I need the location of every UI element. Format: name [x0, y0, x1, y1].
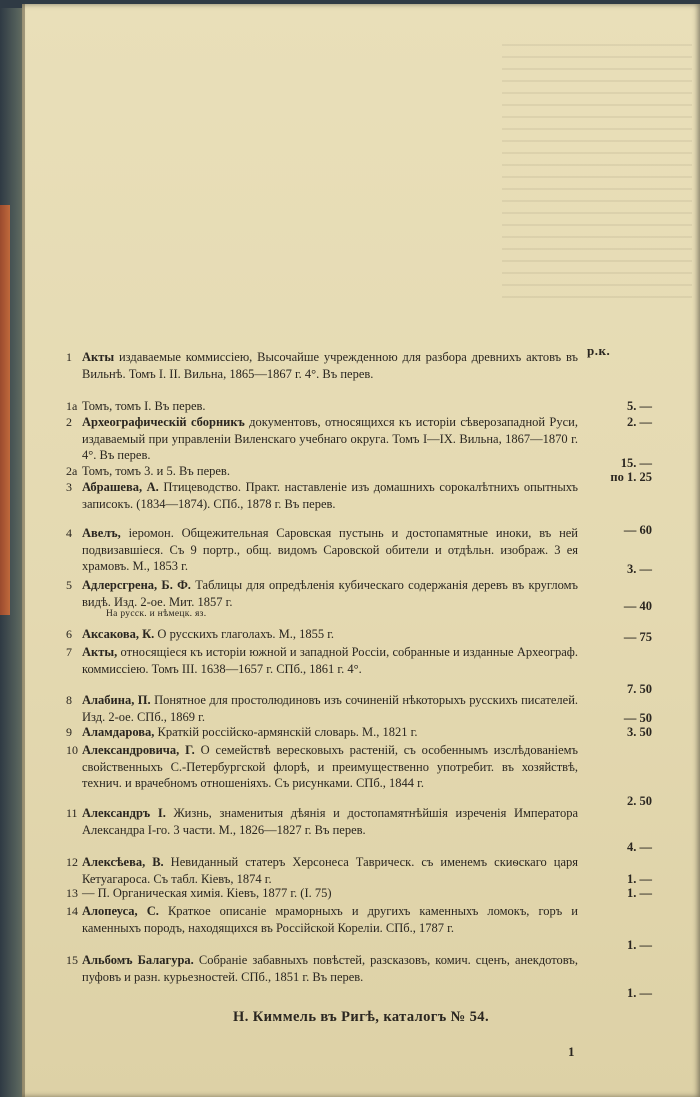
- entry-price: 5. —: [627, 399, 652, 413]
- entry-text: [82, 644, 578, 677]
- currency-header: р.к.: [587, 343, 611, 358]
- entry-number: 12: [66, 855, 78, 869]
- entry-number: 11: [66, 806, 78, 820]
- entry-author: Алексѣева, В.: [82, 855, 164, 869]
- entry-number: 2a: [66, 464, 78, 478]
- entry-price: 2. —: [627, 415, 652, 429]
- entry-number: 15: [66, 953, 78, 967]
- entry-price: 3. —: [627, 562, 652, 576]
- entry-description: относящiеся къ исторiи южной и западной Россiи, собранные и изданные Археограф. коммиссiею. Томъ III. 1638—1657 г. СПб., 1861 г. 4°.: [82, 645, 578, 676]
- entry-price: 1. —: [627, 872, 652, 886]
- entry-description: Невиданный статеръ Херсонеса Таврическ. съ именемъ скиѳскаго царя Кетуагароса. Съ табл. Кiевъ, 1874 г.: [82, 855, 578, 886]
- entry-author: Александръ I.: [82, 806, 166, 820]
- entry-number: 1a: [66, 399, 78, 413]
- entry-description: Томъ, томъ I. Въ перев.: [82, 399, 206, 413]
- entry-description: Птицеводство. Практ. наставленiе изъ домашнихъ сорокалѣтнихъ опытныхъ записокъ. (1834—1874). СПб., 1878 г. Въ перев.: [82, 480, 578, 511]
- entry-text: [82, 692, 578, 725]
- entry-text: [82, 398, 578, 415]
- entry-number: 9: [66, 725, 72, 739]
- entry-price: — 50: [623, 711, 652, 725]
- entry-description: Понятное для простолюдиновъ изъ сочиненiй нѣкоторыхъ русскихъ писателей. Изд. 2-ое. СПб., 1869 г.: [82, 693, 579, 724]
- entry-description: Краткое описанiе мраморныхъ и другихъ каменныхъ ломокъ, горъ и каменныхъ породъ, находящихся въ Россiйской Корелiи. СПб., 1787 г.: [82, 904, 578, 935]
- entry-number: 3: [66, 480, 72, 494]
- entry-number: 4: [66, 526, 72, 540]
- entry-author: Акты,: [82, 645, 118, 659]
- backdrop-cover-edge: [0, 205, 10, 615]
- entry-text: [82, 724, 578, 741]
- entry-description: iеромон. Общежительная Саровская пустынь и достопамятные иноки, въ ней подвизавшiеся. Съ 9 портр., общ. видомъ Саровской обители и отдѣльн. изображ. 3 ея храмовъ. М., 1853 г.: [82, 526, 578, 573]
- entry-author: Акты: [82, 350, 115, 364]
- entry-price: 15. —: [620, 456, 652, 470]
- entry-price: — 60: [623, 523, 652, 537]
- entry-author: Авелъ,: [82, 526, 121, 540]
- entry-text: [82, 952, 578, 985]
- entry-number: 5: [66, 578, 72, 592]
- entry-price: — 40: [623, 599, 652, 613]
- entry-price: — 75: [623, 630, 652, 644]
- entry-author: Аксакова, К.: [82, 627, 155, 641]
- entry-number: 8: [66, 693, 72, 707]
- entry-number: 13: [66, 886, 78, 900]
- entry-price: 4. —: [627, 840, 652, 854]
- entry-description: Томъ, томъ 3. и 5. Въ перев.: [82, 464, 230, 478]
- entry-text: [82, 626, 578, 643]
- entry-text: [82, 525, 578, 575]
- entry-price: 3. 50: [627, 725, 652, 739]
- entry-number: 7: [66, 645, 72, 659]
- entry-price: 1. —: [627, 886, 652, 900]
- entry-text: [82, 349, 578, 382]
- entry-author: Алабина, П.: [82, 693, 151, 707]
- entry-description: О семействѣ вересковыхъ растенiй, съ особеннымъ изслѣдованiемъ свойственныхъ С.-Петербургской флорѣ, и преимущественно употребит. въ хозяйствѣ, технич. и врачебномъ отношенiяхъ. Съ рисунками. СПб., 1844 г.: [82, 743, 578, 790]
- entry-price: 7. 50: [627, 682, 652, 696]
- entry-description: Собранiе забавныхъ повѣстей, разсказовъ, комич. сценъ, анекдотовъ, пуфовъ и разн. курьезностей. СПб., 1851 г. Въ перев.: [82, 953, 578, 984]
- entry-text: [82, 463, 578, 480]
- entry-author: Адлерсгрена, Б. Ф.: [82, 578, 191, 592]
- entry-number: 10: [66, 743, 78, 757]
- entry-description: Жизнь, знаменитыя дѣянiя и достопамятнѣйшiя изреченiя Императора Александра I-го. 3 части. М., 1826—1827 г. Въ перев.: [82, 806, 578, 837]
- entry-author: Александровича, Г.: [82, 743, 195, 757]
- catalog-listing: [22, 4, 700, 1004]
- entry-number: 6: [66, 627, 72, 641]
- entry-price: 1. —: [627, 938, 652, 952]
- entry-text: [82, 805, 578, 838]
- entry-author: Археографическiй сборникъ: [82, 415, 245, 429]
- entry-price: по 1. 25: [610, 470, 652, 484]
- entry-author: Абрашева, А.: [82, 480, 159, 494]
- entry-description: Краткiй россiйско-армянскiй словарь. М., 1821 г.: [154, 725, 418, 739]
- entry-description: О русскихъ глаголахъ. М., 1855 г.: [154, 627, 335, 641]
- entry-text: [82, 885, 578, 902]
- entry-text: [82, 742, 578, 792]
- entry-author: Алопеуса, С.: [82, 904, 159, 918]
- entry-description: — П. Органическая химiя. Кiевъ, 1877 г. (I. 75): [82, 886, 332, 900]
- entry-description: издаваемые коммиссiею, Высочайше учрежденною для разбора древнихъ актовъ въ Вильнѣ. Томъ I. II. Вильна, 1865—1867 г. 4°. Въ перев.: [82, 350, 578, 381]
- entry-price: 2. 50: [627, 794, 652, 808]
- catalog-footer: Н. Киммель въ Ригѣ, каталогъ № 54.: [233, 1009, 489, 1025]
- entry-description: Таблицы для опредѣленiя кубическаго содержанiя деревъ въ кругломъ видѣ. Изд. 2-ое. Мит. 1857 г.: [82, 578, 578, 609]
- entry-price: 1. —: [627, 986, 652, 1000]
- page-number: 1: [568, 1044, 575, 1059]
- page-shadow-edge: [22, 4, 25, 1097]
- entry-text: [82, 577, 578, 610]
- entry-subnote: На русск. и нѣмецк. яз.: [106, 609, 207, 619]
- catalog-page: [22, 4, 700, 1097]
- entry-text: [82, 479, 578, 512]
- entry-number: 1: [66, 350, 72, 364]
- entry-author: Аламдарова,: [82, 725, 155, 739]
- entry-text: [82, 414, 578, 464]
- entry-text: [82, 903, 578, 936]
- entry-author: Альбомъ Балагура.: [82, 953, 194, 967]
- entry-number: 14: [66, 904, 78, 918]
- entry-number: 2: [66, 415, 72, 429]
- entry-description: документовъ, относящихся къ исторiи сѣверозападной Руси, издаваемый при управленiи Виленскаго учебнаго округа. Томъ I—IX. Вильна, 1867—1870 г. 4°. Въ перев.: [82, 415, 578, 462]
- entry-text: [82, 854, 578, 887]
